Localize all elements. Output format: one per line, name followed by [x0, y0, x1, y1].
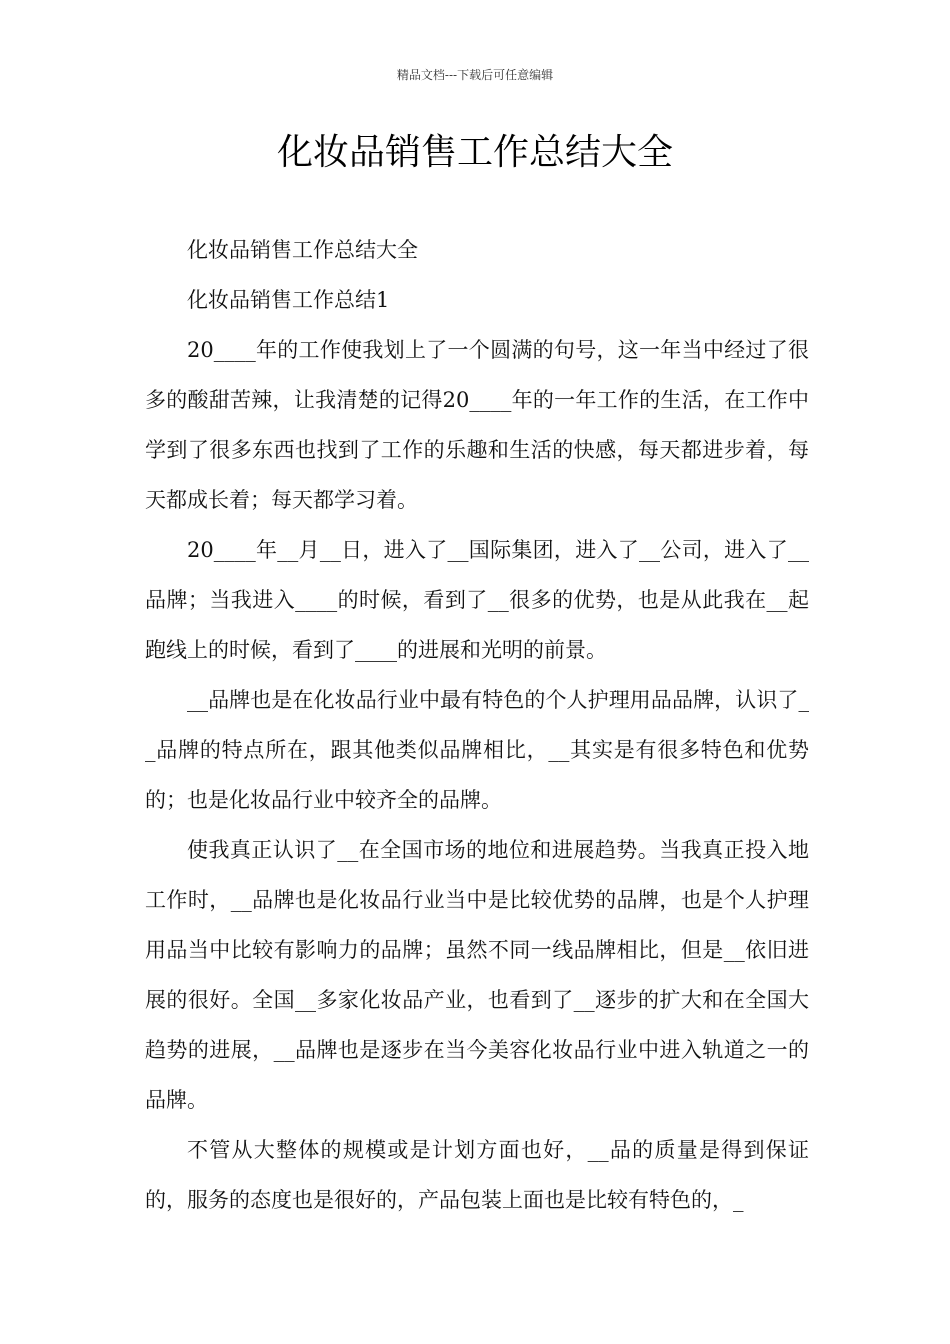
paragraph-subtitle: 化妆品销售工作总结大全 [187, 238, 418, 262]
paragraph-section-heading: 化妆品销售工作总结1 [187, 288, 390, 312]
paragraph: 使我真正认识了__在全国市场的地位和进展趋势。当我真正投入地工作时，__品牌也是化妆品行业当中是比较优势的品牌，也是个人护理用品当中比较有影响力的品牌；虽然不同一线品牌相比，但是__依旧进展的很好。全国__多家化妆品产业，也看到了__逐步的扩大和在全国大趋势的进展，__品牌也是逐步在当今美容化妆品行业中进入轨道之一的品牌。 [145, 838, 809, 1112]
document-body [145, 225, 809, 1225]
document-title: 化妆品销售工作总结大全 [276, 132, 673, 173]
paragraph: 20____年__月__日，进入了__国际集团，进入了__公司，进入了__品牌；当我进入____的时候，看到了__很多的优势，也是从此我在__起跑线上的时候，看到了____的进展和光明的前景。 [145, 538, 809, 662]
paragraph: 不管从大整体的规模或是计划方面也好，__品的质量是得到保证的，服务的态度也是很好的，产品包装上面也是比较有特色的，_ [145, 1138, 809, 1212]
paragraph: 20____年的工作使我划上了一个圆满的句号，这一年当中经过了很多的酸甜苦辣，让我清楚的记得20____年的一年工作的生活，在工作中学到了很多东西也找到了工作的乐趣和生活的快感，每天都进步着，每天都成长着；每天都学习着。 [145, 338, 809, 512]
header-note: 精品文档---下载后可任意编辑 [396, 68, 554, 82]
paragraph: __品牌也是在化妆品行业中最有特色的个人护理用品品牌，认识了__品牌的特点所在，跟其他类似品牌相比，__其实是有很多特色和优势的；也是化妆品行业中较齐全的品牌。 [145, 688, 809, 812]
